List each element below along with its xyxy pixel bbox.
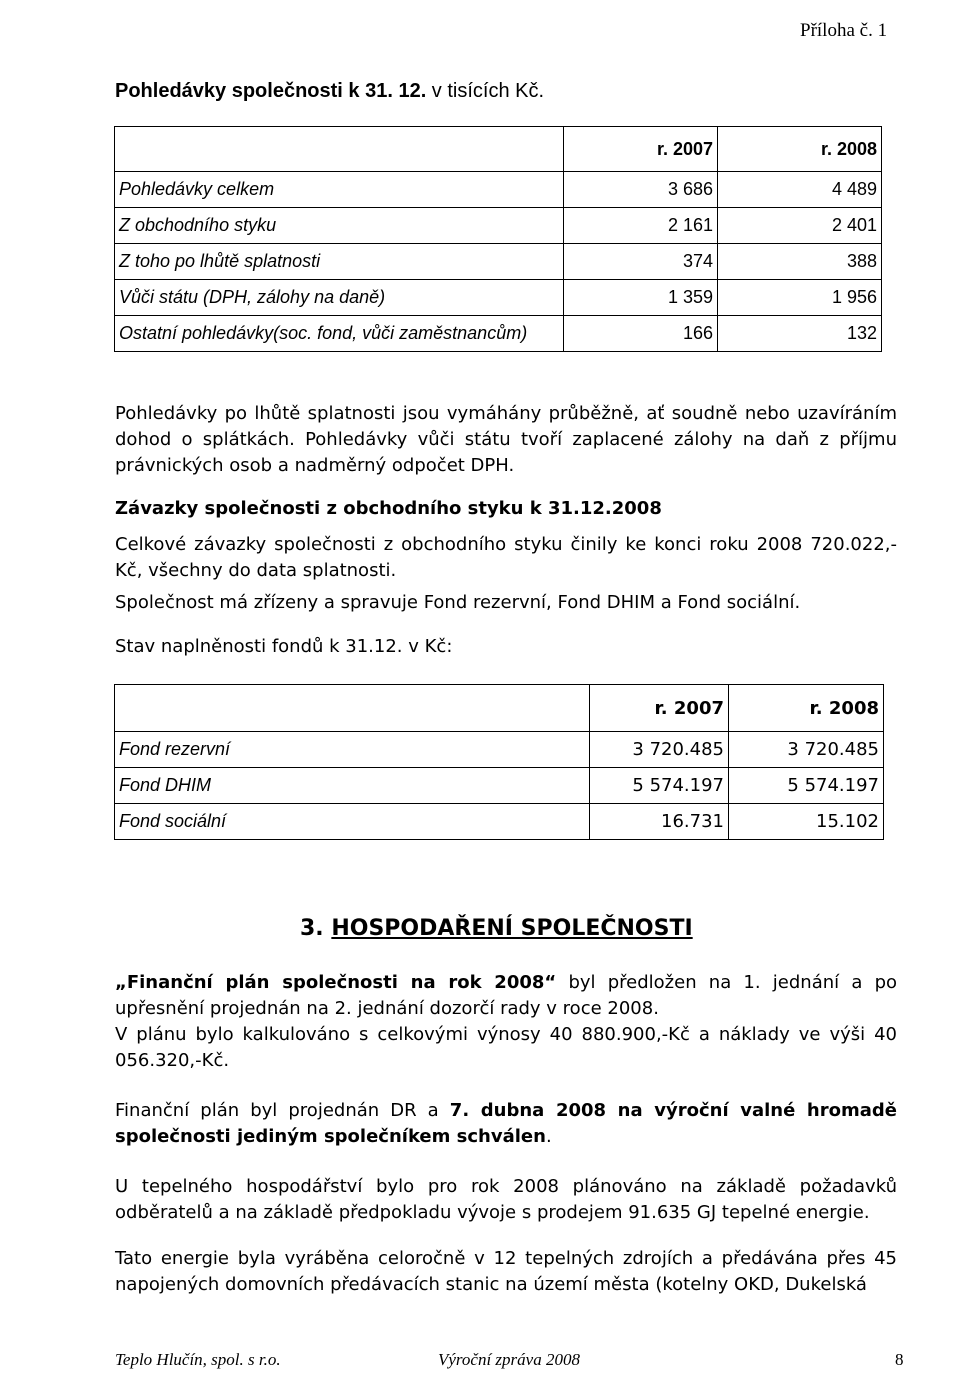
row-value-2007: 16.731 bbox=[590, 804, 729, 840]
receivables-title-unit: v tisících Kč. bbox=[426, 80, 545, 102]
row-value-2008: 1 956 bbox=[718, 280, 882, 316]
row-value-2008: 388 bbox=[718, 244, 882, 280]
header-cell-empty bbox=[115, 685, 590, 732]
plan-approval-text: Finanční plán byl projednán DR a bbox=[115, 1100, 450, 1121]
funds-table bbox=[114, 684, 884, 840]
row-value-2007: 374 bbox=[564, 244, 718, 280]
receivables-title-bold: Pohledávky společnosti k 31. 12. bbox=[115, 80, 427, 102]
liabilities-heading-text: Závazky společnosti z obchodního styku k 31.12.2008 bbox=[115, 498, 662, 519]
table-header-row bbox=[115, 685, 884, 732]
header-cell-2007: r. 2007 bbox=[564, 127, 718, 172]
plan-approval-bold: 7. dubna 2008 na výroční valné hromadě společnosti jediným společníkem schválen bbox=[115, 1100, 897, 1147]
row-label: Z obchodního styku bbox=[115, 208, 564, 244]
row-value-2008: 15.102 bbox=[729, 804, 884, 840]
section-heading bbox=[300, 916, 693, 941]
financial-plan-calc-paragraph: V plánu bylo kalkulováno s celkovými výnosy 40 880.900,-Kč a náklady ve výši 40 056.320,-Kč. bbox=[115, 1024, 897, 1071]
table-row bbox=[115, 768, 884, 804]
row-value-2007: 2 161 bbox=[564, 208, 718, 244]
header-cell-2008: r. 2008 bbox=[729, 685, 884, 732]
row-value-2008: 132 bbox=[718, 316, 882, 352]
table-row bbox=[115, 208, 882, 244]
table-row bbox=[115, 732, 884, 768]
attachment-label: Příloha č. 1 bbox=[800, 20, 888, 41]
table-row bbox=[115, 804, 884, 840]
row-label: Fond rezervní bbox=[115, 732, 590, 768]
financial-plan-text: byl předložen na 1. jednání a po upřesnění projednán na 2. jednání dozorčí rady v roce 2008. bbox=[115, 972, 898, 1019]
liabilities-heading bbox=[115, 496, 897, 522]
plan-approval-end: . bbox=[545, 1126, 552, 1147]
table-header-row bbox=[115, 127, 882, 172]
table-row bbox=[115, 172, 882, 208]
funds-paragraph: Společnost má zřízeny a spravuje Fond rezervní, Fond DHIM a Fond sociální. bbox=[115, 592, 801, 613]
row-value-2008: 4 489 bbox=[718, 172, 882, 208]
row-label: Fond DHIM bbox=[115, 768, 590, 804]
financial-plan-title: „Finanční plán společnosti na rok 2008“ bbox=[115, 972, 557, 993]
footer-report-title: Výroční zpráva 2008 bbox=[438, 1350, 580, 1369]
row-value-2007: 3 720.485 bbox=[590, 732, 729, 768]
row-value-2007: 5 574.197 bbox=[590, 768, 729, 804]
row-value-2008: 2 401 bbox=[718, 208, 882, 244]
funds-state-label: Stav naplněnosti fondů k 31.12. v Kč: bbox=[115, 636, 453, 657]
section-title: HOSPODAŘENÍ SPOLEČNOSTI bbox=[331, 916, 693, 941]
header-cell-2007: r. 2007 bbox=[590, 685, 729, 732]
footer-company: Teplo Hlučín, spol. s r.o. bbox=[115, 1350, 281, 1369]
row-value-2007: 1 359 bbox=[564, 280, 718, 316]
table-row bbox=[115, 316, 882, 352]
receivables-title bbox=[115, 80, 544, 103]
table-row bbox=[115, 280, 882, 316]
row-value-2008: 3 720.485 bbox=[729, 732, 884, 768]
row-label: Vůči státu (DPH, zálohy na daně) bbox=[115, 280, 564, 316]
table-row bbox=[115, 244, 882, 280]
liabilities-paragraph: Celkové závazky společnosti z obchodního styku činily ke konci roku 2008 720.022,- Kč, všechny do data splatnosti. bbox=[115, 534, 897, 581]
energy-production-paragraph: Tato energie byla vyráběna celoročně v 12 tepelných zdrojích a předávána přes 45 napojených domovních předávacích stanic na území města (kotelny OKD, Dukelská bbox=[115, 1248, 897, 1295]
row-label: Pohledávky celkem bbox=[115, 172, 564, 208]
receivables-table bbox=[114, 126, 882, 352]
section-number: 3. bbox=[300, 916, 324, 941]
row-value-2008: 5 574.197 bbox=[729, 768, 884, 804]
row-value-2007: 166 bbox=[564, 316, 718, 352]
heat-plan-paragraph: U tepelného hospodářství bylo pro rok 2008 plánováno na základě požadavků odběratelů a na základě předpokladu vývoje s prodejem 91.635 GJ tepelné energie. bbox=[115, 1176, 897, 1223]
header-cell-empty bbox=[115, 127, 564, 172]
row-label: Ostatní pohledávky(soc. fond, vůči zaměstnancům) bbox=[115, 316, 564, 352]
row-label: Z toho po lhůtě splatnosti bbox=[115, 244, 564, 280]
row-value-2007: 3 686 bbox=[564, 172, 718, 208]
receivables-paragraph: Pohledávky po lhůtě splatnosti jsou vymáhány průběžně, ať soudně nebo uzavíráním dohod o splátkách. Pohledávky vůči státu tvoří zaplacené zálohy na daň z příjmu právnických osob a nadměrný odpočet DPH. bbox=[115, 403, 897, 476]
plan-approval-paragraph bbox=[115, 1098, 897, 1150]
row-label: Fond sociální bbox=[115, 804, 590, 840]
footer-page-number: 8 bbox=[895, 1350, 904, 1369]
financial-plan-paragraph bbox=[115, 970, 897, 1022]
header-cell-2008: r. 2008 bbox=[718, 127, 882, 172]
